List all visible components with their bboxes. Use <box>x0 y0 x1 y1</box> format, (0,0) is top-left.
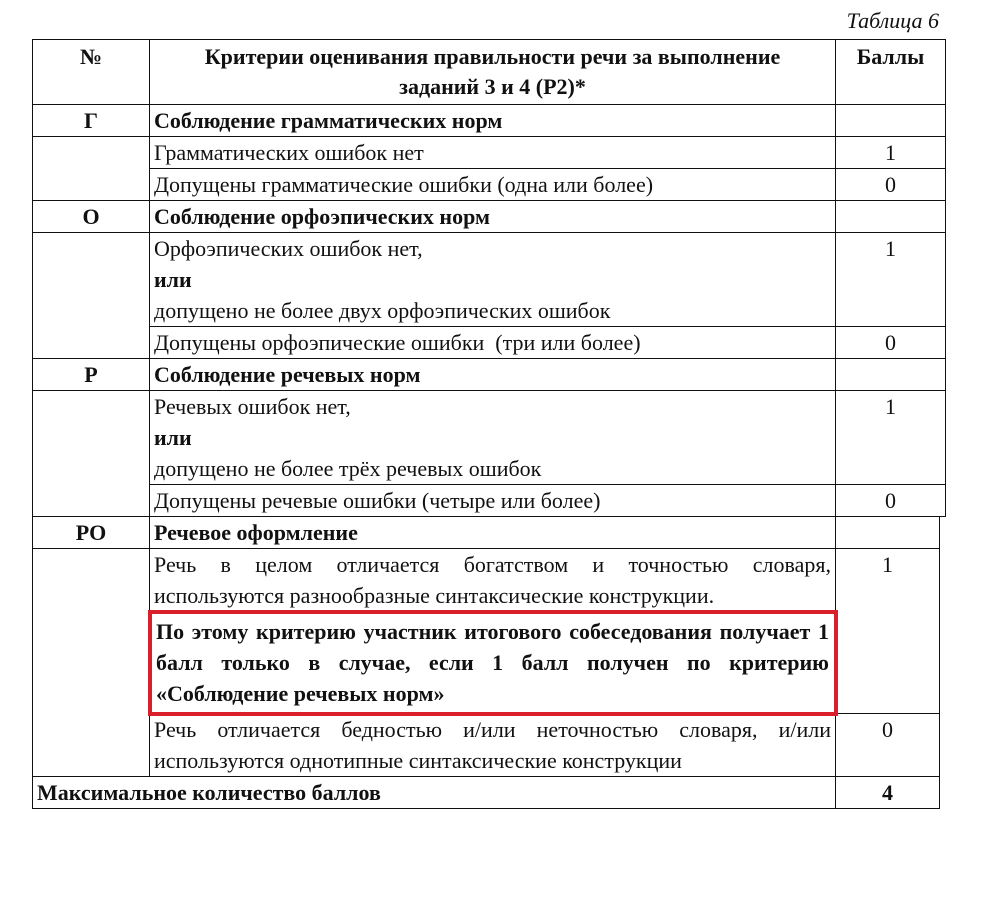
criterion-line: допущено не более трёх речевых ошибок <box>154 456 542 481</box>
criterion-text: Допущены речевые ошибки (четыре или более) <box>150 485 836 517</box>
header-score: Баллы <box>836 40 946 105</box>
empty-cell <box>33 137 150 201</box>
section-title: Соблюдение речевых норм <box>150 359 836 391</box>
table-row <box>33 137 946 169</box>
criterion-text-multi <box>150 233 836 327</box>
criterion-text: Допущены орфоэпические ошибки (три или более) <box>150 327 836 359</box>
table-row <box>33 485 946 517</box>
table-row-note <box>33 612 940 714</box>
section-score-empty <box>836 201 946 233</box>
criterion-score: 1 <box>836 549 940 714</box>
empty-cell <box>33 549 150 777</box>
criterion-line: Речевых ошибок нет, <box>154 394 351 419</box>
header-num: № <box>33 40 150 105</box>
criterion-text: Речь в целом отличается богатством и точностью словаря, используются разнообразные синтаксические конструкции. <box>150 549 836 612</box>
section-row-o <box>33 201 946 233</box>
criterion-text: Грамматических ошибок нет <box>150 137 836 169</box>
table-row <box>33 391 946 485</box>
criterion-text: Речь отличается бедностью и/или неточностью словаря, и/или используются однотипные синтаксические конструкции <box>150 714 836 777</box>
criterion-score: 0 <box>836 327 946 359</box>
table-row <box>33 714 940 777</box>
section-code: Р <box>33 359 150 391</box>
criterion-text: Допущены грамматические ошибки (одна или более) <box>150 169 836 201</box>
total-row <box>33 777 940 809</box>
table-row <box>33 327 946 359</box>
table-header-row <box>33 40 946 105</box>
table-row <box>33 233 946 327</box>
criterion-score: 0 <box>836 714 940 777</box>
section-row-g <box>33 105 946 137</box>
criterion-score: 0 <box>836 169 946 201</box>
section-row-ro <box>33 517 940 549</box>
section-title: Соблюдение орфоэпических норм <box>150 201 836 233</box>
criterion-or: или <box>154 267 192 292</box>
criterion-or: или <box>154 425 192 450</box>
criterion-score: 0 <box>836 485 946 517</box>
table-row <box>33 169 946 201</box>
total-label: Максимальное количество баллов <box>33 777 836 809</box>
section-score-empty <box>836 517 940 549</box>
criteria-table-part2 <box>32 516 940 809</box>
section-code: О <box>33 201 150 233</box>
criterion-line: допущено не более двух орфоэпических ошибок <box>154 298 611 323</box>
section-title: Речевое оформление <box>150 517 836 549</box>
section-code: РО <box>33 517 150 549</box>
criterion-score: 1 <box>836 233 946 327</box>
empty-cell <box>33 391 150 517</box>
table-row <box>33 549 940 612</box>
criterion-text-multi <box>150 391 836 485</box>
section-score-empty <box>836 359 946 391</box>
header-criteria: Критерии оценивания правильности речи за выполнение заданий 3 и 4 (Р2)* <box>150 40 836 105</box>
criterion-line: Орфоэпических ошибок нет, <box>154 236 423 261</box>
section-code: Г <box>33 105 150 137</box>
criterion-score: 1 <box>836 391 946 485</box>
table-caption: Таблица 6 <box>846 8 939 33</box>
section-title: Соблюдение грамматических норм <box>150 105 836 137</box>
criteria-table-part1 <box>32 39 946 517</box>
section-row-r <box>33 359 946 391</box>
highlighted-note: По этому критерию участник итогового собеседования получает 1 балл только в случае, если 1 балл получен по критерию «Соблюдение речевых норм» <box>150 612 836 714</box>
empty-cell <box>33 233 150 359</box>
section-score-empty <box>836 105 946 137</box>
total-score: 4 <box>836 777 940 809</box>
criterion-score: 1 <box>836 137 946 169</box>
